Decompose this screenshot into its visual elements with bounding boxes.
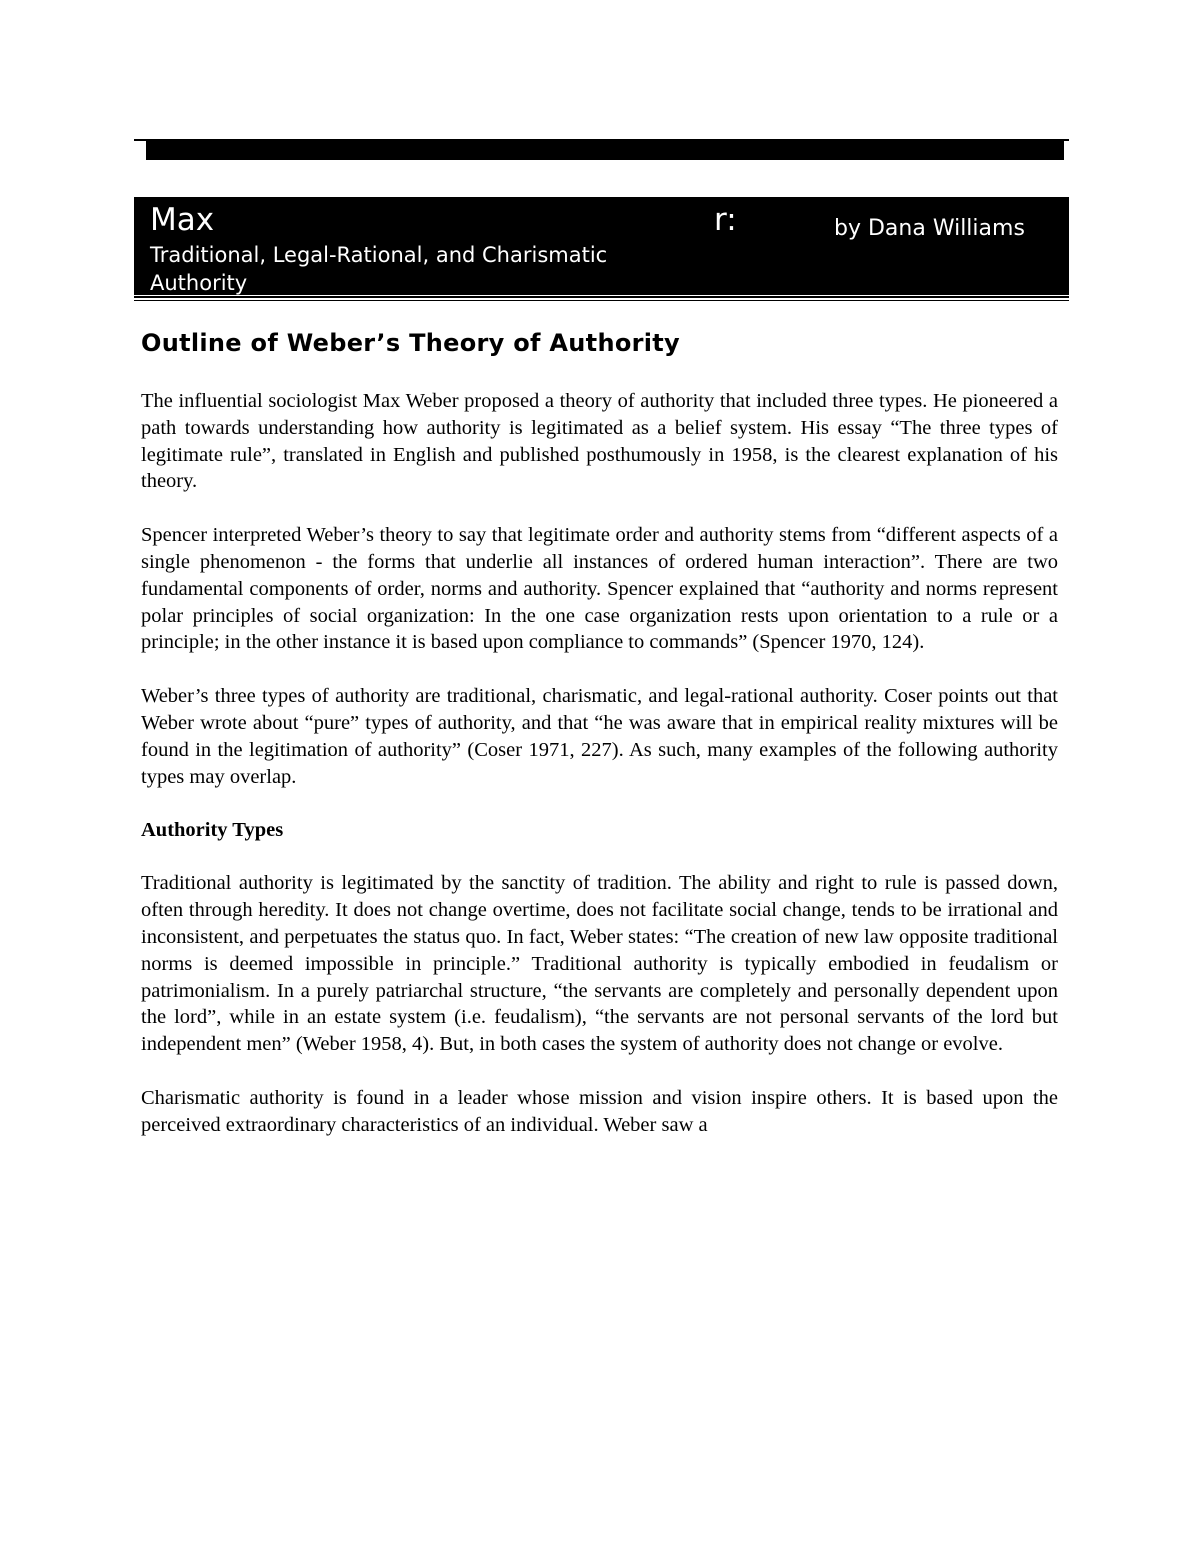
title-banner <box>134 197 1069 295</box>
paragraph: Weber’s three types of authority are traditional, charismatic, and legal-rational authority. Coser points out that Weber wrote about “pure” types of authority, and that “he was aware that in empirical reality mixtures will be found in the legitimation of authority” (Coser 1971, 227). As such, many examples of the following authority types may overlap. <box>141 685 1058 788</box>
paragraph: Spencer interpreted Weber’s theory to say that legitimate order and authority stems from “different aspects of a single phenomenon - the forms that underlie all instances of ordered human interaction”. There are two fundamental components of order, norms and authority. Spencer explained that “authority and norms represent polar principles of social organization: In the one case organization rests upon orientation to a rule or a principle; in the other instance it is based upon compliance to commands” (Spencer 1970, 124). <box>141 524 1058 654</box>
subsection-heading: Authority Types <box>141 819 284 842</box>
banner-bottom-rule-thin <box>134 300 1069 301</box>
paragraph: Traditional authority is legitimated by the sanctity of tradition. The ability and right to rule is passed down, often through heredity. It does not change overtime, does not facilitate social change, tends to be irrational and inconsistent, and perpetuates the status quo. In fact, Weber states: “The creation of new law opposite traditional norms is deemed impossible in principle.” Traditional authority is typically embodied in feudalism or patrimonialism. In a purely patriarchal structure, “the servants are completely and personally dependent upon the lord”, while in an estate system (i.e. feudalism), “the servants are not personal servants of the lord but independent men” (Weber 1958, 4). But, in both cases the system of authority does not change or evolve. <box>141 872 1058 1056</box>
section-heading: Outline of Weber’s Theory of Authority <box>141 329 681 357</box>
author-byline: by Dana Williams <box>834 216 1025 241</box>
document-title-suffix: r: <box>714 202 737 238</box>
document-subtitle: Traditional, Legal-Rational, and Charismatic Authority <box>150 243 608 295</box>
paragraph: The influential sociologist Max Weber proposed a theory of authority that included three types. He pioneered a path towards understanding how authority is legitimated as a belief system. His essay “The three types of legitimate rule”, translated in English and published posthumously in 1958, is the clearest explanation of his theory. <box>141 390 1058 493</box>
header-black-bar <box>146 141 1064 160</box>
paragraph: Charismatic authority is found in a leader whose mission and vision inspire others. It is based upon the perceived extraordinary characteristics of an individual. Weber saw a <box>141 1086 1058 1136</box>
banner-bottom-rule <box>134 296 1069 298</box>
document-title: Max <box>150 202 215 238</box>
document-body <box>141 328 1058 1166</box>
